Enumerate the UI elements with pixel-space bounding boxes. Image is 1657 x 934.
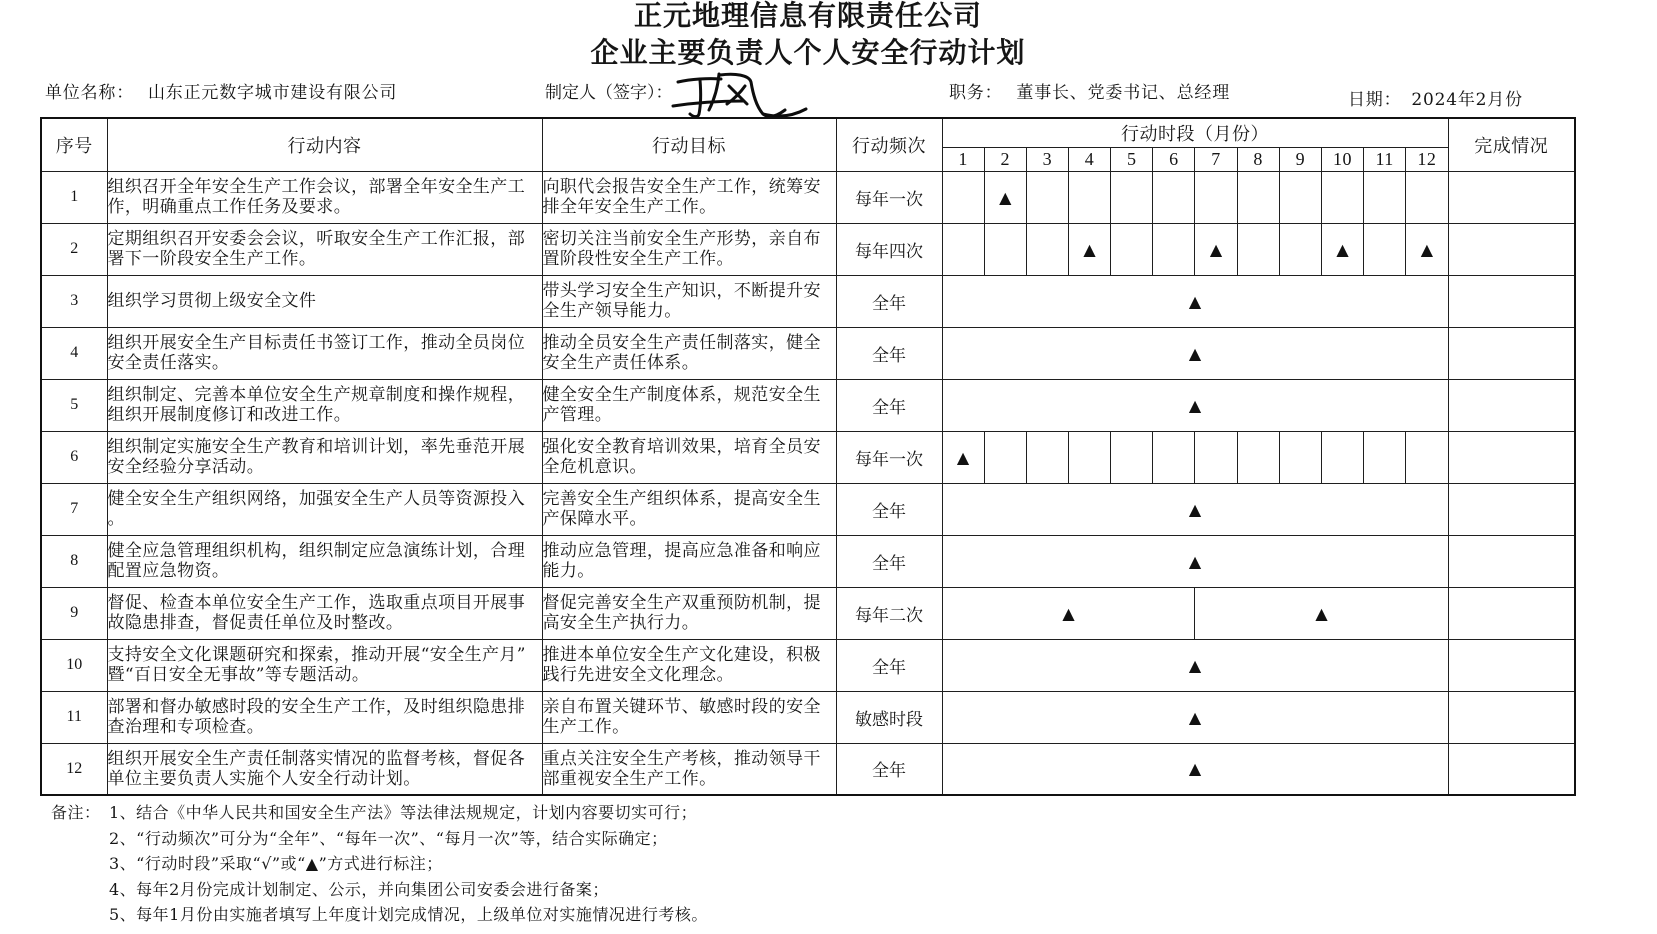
half-year-cell xyxy=(942,587,1195,639)
month-cell xyxy=(1364,431,1406,483)
position-info xyxy=(949,82,1230,104)
action-content: 组织召开全年安全生产工作会议，部署全年安全生产工作，明确重点工作任务及要求。 xyxy=(107,171,542,223)
header-month: 5 xyxy=(1111,147,1153,171)
action-content: 督促、检查本单位安全生产工作，选取重点项目开展事故隐患排查，督促责任单位及时整改。 xyxy=(107,587,542,639)
month-cell xyxy=(942,223,984,275)
month-cell xyxy=(1406,171,1448,223)
half-year-cell xyxy=(1195,587,1448,639)
header-completion-status: 完成情况 xyxy=(1448,118,1575,171)
table-row xyxy=(41,587,1575,639)
notes-label: 备注： xyxy=(51,803,101,822)
action-content: 组织制定、完善本单位安全生产规章制度和操作规程，组织开展制度修订和改进工作。 xyxy=(107,379,542,431)
month-cell xyxy=(1406,223,1448,275)
action-content: 健全应急管理组织机构，组织制定应急演练计划，合理配置应急物资。 xyxy=(107,535,542,587)
header-month: 6 xyxy=(1153,147,1195,171)
table-row xyxy=(41,483,1575,535)
header-month: 1 xyxy=(942,147,984,171)
merged-period-cell xyxy=(942,691,1448,743)
table-row xyxy=(41,171,1575,223)
completion-status-cell xyxy=(1448,171,1575,223)
completion-status-cell xyxy=(1448,535,1575,587)
month-cell xyxy=(942,431,984,483)
month-cell xyxy=(1153,171,1195,223)
month-cell xyxy=(1321,171,1363,223)
action-plan-table xyxy=(40,117,1576,796)
completion-status-cell xyxy=(1448,691,1575,743)
schedule-mark: ▲ xyxy=(1083,239,1096,259)
header-month: 4 xyxy=(1068,147,1110,171)
merged-period-cell xyxy=(942,743,1448,795)
month-cell xyxy=(1026,223,1068,275)
schedule-mark: ▲ xyxy=(1062,603,1075,623)
schedule-mark: ▲ xyxy=(1188,707,1202,727)
position-value: 董事长、党委书记、总经理 xyxy=(1016,83,1231,103)
month-cell xyxy=(1068,223,1110,275)
row-number: 4 xyxy=(41,327,107,379)
completion-status-cell xyxy=(1448,639,1575,691)
row-number: 6 xyxy=(41,431,107,483)
merged-period-cell xyxy=(942,535,1448,587)
action-frequency: 每年一次 xyxy=(836,431,942,483)
action-frequency: 每年二次 xyxy=(836,587,942,639)
merged-period-cell xyxy=(942,639,1448,691)
month-cell xyxy=(1237,171,1279,223)
month-cell xyxy=(1195,171,1237,223)
month-cell xyxy=(1237,223,1279,275)
action-goal: 督促完善安全生产双重预防机制，提高安全生产执行力。 xyxy=(542,587,836,639)
schedule-mark: ▲ xyxy=(1188,655,1202,675)
header-month: 7 xyxy=(1195,147,1237,171)
unit-info xyxy=(45,82,397,104)
schedule-mark: ▲ xyxy=(956,447,970,467)
month-cell xyxy=(1068,431,1110,483)
schedule-mark: ▲ xyxy=(1188,759,1202,779)
company-title: 正元地理信息有限责任公司 xyxy=(633,0,983,32)
schedule-mark: ▲ xyxy=(1188,291,1202,311)
action-content: 组织学习贯彻上级安全文件 xyxy=(107,275,542,327)
action-goal: 健全安全生产制度体系，规范安全生产管理。 xyxy=(542,379,836,431)
maker-label: 制定人（签字）： xyxy=(545,83,673,103)
completion-status-cell xyxy=(1448,379,1575,431)
action-goal: 带头学习安全生产知识，不断提升安全生产领导能力。 xyxy=(542,275,836,327)
month-cell xyxy=(1406,431,1448,483)
completion-status-cell xyxy=(1448,587,1575,639)
action-goal: 密切关注当前安全生产形势，亲自布置阶段性安全生产工作。 xyxy=(542,223,836,275)
row-number: 7 xyxy=(41,483,107,535)
action-content: 组织开展安全生产责任制落实情况的监督考核，督促各单位主要负责人实施个人安全行动计划。 xyxy=(107,743,542,795)
action-goal: 推进本单位安全生产文化建设，积极践行先进安全文化理念。 xyxy=(542,639,836,691)
action-content: 健全安全生产组织网络，加强安全生产人员等资源投入。 xyxy=(107,483,542,535)
row-number: 1 xyxy=(41,171,107,223)
note-item: 3、“行动时段”采取“√”或“▲”方式进行标注； xyxy=(109,854,443,873)
schedule-mark: ▲ xyxy=(1188,395,1202,415)
header-month: 9 xyxy=(1279,147,1321,171)
table-row xyxy=(41,223,1575,275)
schedule-mark: ▲ xyxy=(1315,603,1328,623)
month-cell xyxy=(984,223,1026,275)
month-cell xyxy=(1279,431,1321,483)
note-item: 4、每年2月份完成计划制定、公示，并向集团公司安委会进行备案； xyxy=(109,879,609,899)
schedule-mark: ▲ xyxy=(1209,239,1223,259)
action-content: 部署和督办敏感时段的安全生产工作，及时组织隐患排查治理和专项检查。 xyxy=(107,691,542,743)
schedule-mark: ▲ xyxy=(1188,343,1202,363)
month-cell xyxy=(942,171,984,223)
action-frequency: 全年 xyxy=(836,275,942,327)
row-number: 3 xyxy=(41,275,107,327)
completion-status-cell xyxy=(1448,743,1575,795)
header-number: 序号 xyxy=(41,118,107,171)
handwritten-signature xyxy=(663,64,813,124)
action-frequency: 敏感时段 xyxy=(836,691,942,743)
header-month: 8 xyxy=(1237,147,1279,171)
header-month: 11 xyxy=(1364,147,1406,171)
action-goal: 推动全员安全生产责任制落实，健全安全生产责任体系。 xyxy=(542,327,836,379)
position-label: 职务： xyxy=(949,83,1003,103)
date-label: 日期： xyxy=(1348,90,1402,110)
header-action-period: 行动时段（月份） xyxy=(942,118,1448,147)
row-number: 2 xyxy=(41,223,107,275)
merged-period-cell xyxy=(942,275,1448,327)
notes-list xyxy=(109,800,708,928)
month-cell xyxy=(1111,171,1153,223)
row-number: 12 xyxy=(41,743,107,795)
row-number: 9 xyxy=(41,587,107,639)
table-row xyxy=(41,379,1575,431)
plan-table-body xyxy=(41,171,1575,795)
action-goal: 重点关注安全生产考核，推动领导干部重视安全生产工作。 xyxy=(542,743,836,795)
merged-period-cell xyxy=(942,379,1448,431)
action-frequency: 全年 xyxy=(836,483,942,535)
row-number: 5 xyxy=(41,379,107,431)
month-cell xyxy=(1195,431,1237,483)
month-cell xyxy=(984,171,1026,223)
table-row xyxy=(41,431,1575,483)
table-row xyxy=(41,327,1575,379)
table-row xyxy=(41,639,1575,691)
completion-status-cell xyxy=(1448,431,1575,483)
month-cell xyxy=(1364,171,1406,223)
action-frequency: 全年 xyxy=(836,743,942,795)
header-month: 2 xyxy=(984,147,1026,171)
header-action-goal: 行动目标 xyxy=(542,118,836,171)
schedule-mark: ▲ xyxy=(1420,239,1434,259)
header-action-content: 行动内容 xyxy=(107,118,542,171)
row-number: 10 xyxy=(41,639,107,691)
month-cell xyxy=(1279,171,1321,223)
note-item: 1、结合《中华人民共和国安全生产法》等法律法规规定，计划内容要切实可行； xyxy=(109,803,698,822)
action-goal: 向职代会报告安全生产工作，统筹安排全年安全生产工作。 xyxy=(542,171,836,223)
action-goal: 推动应急管理，提高应急准备和响应能力。 xyxy=(542,535,836,587)
month-cell xyxy=(1026,431,1068,483)
completion-status-cell xyxy=(1448,327,1575,379)
action-content: 定期组织召开安委会会议，听取安全生产工作汇报，部署下一阶段安全生产工作。 xyxy=(107,223,542,275)
action-frequency: 全年 xyxy=(836,639,942,691)
month-cell xyxy=(1195,223,1237,275)
header-row xyxy=(41,118,1575,147)
header-month: 12 xyxy=(1406,147,1448,171)
completion-status-cell xyxy=(1448,275,1575,327)
header-action-frequency: 行动频次 xyxy=(836,118,942,171)
table-row xyxy=(41,743,1575,795)
action-frequency: 每年一次 xyxy=(836,171,942,223)
action-goal: 亲自布置关键环节、敏感时段的安全生产工作。 xyxy=(542,691,836,743)
table-row xyxy=(41,691,1575,743)
maker-info xyxy=(545,82,673,104)
date-value: 2024年2月份 xyxy=(1411,90,1523,110)
table-row xyxy=(41,275,1575,327)
month-cell xyxy=(1111,431,1153,483)
month-cell xyxy=(1068,171,1110,223)
note-item: 2、“行动频次”可分为“全年”、“每年一次”、“每月一次”等，结合实际确定； xyxy=(109,828,668,848)
month-cell xyxy=(1111,223,1153,275)
action-content: 支持安全文化课题研究和探索，推动开展“安全生产月”暨“百日安全无事故”等专题活动。 xyxy=(107,639,542,691)
schedule-mark: ▲ xyxy=(1336,239,1349,259)
header-month: 10 xyxy=(1321,147,1363,171)
month-cell xyxy=(1321,431,1363,483)
schedule-mark: ▲ xyxy=(1188,499,1202,519)
row-number: 11 xyxy=(41,691,107,743)
schedule-mark: ▲ xyxy=(999,187,1012,207)
completion-status-cell xyxy=(1448,483,1575,535)
action-frequency: 全年 xyxy=(836,535,942,587)
action-frequency: 全年 xyxy=(836,327,942,379)
action-goal: 完善安全生产组织体系，提高安全生产保障水平。 xyxy=(542,483,836,535)
month-cell xyxy=(1364,223,1406,275)
date-info xyxy=(1348,89,1523,111)
month-cell xyxy=(1026,171,1068,223)
action-content: 组织制定实施安全生产教育和培训计划，率先垂范开展安全经验分享活动。 xyxy=(107,431,542,483)
header-month: 3 xyxy=(1026,147,1068,171)
month-cell xyxy=(1321,223,1363,275)
table-row xyxy=(41,535,1575,587)
month-cell xyxy=(1237,431,1279,483)
action-content: 组织开展安全生产目标责任书签订工作，推动全员岗位安全责任落实。 xyxy=(107,327,542,379)
month-cell xyxy=(1153,223,1195,275)
action-frequency: 每年四次 xyxy=(836,223,942,275)
month-cell xyxy=(1279,223,1321,275)
merged-period-cell xyxy=(942,483,1448,535)
month-cell xyxy=(1153,431,1195,483)
unit-label: 单位名称： xyxy=(45,83,134,103)
row-number: 8 xyxy=(41,535,107,587)
merged-period-cell xyxy=(942,327,1448,379)
action-goal: 强化安全教育培训效果，培育全员安全危机意识。 xyxy=(542,431,836,483)
note-item: 5、每年1月份由实施者填写上年度计划完成情况，上级单位对实施情况进行考核。 xyxy=(109,905,708,924)
action-frequency: 全年 xyxy=(836,379,942,431)
month-cell xyxy=(984,431,1026,483)
unit-value: 山东正元数字城市建设有限公司 xyxy=(148,83,398,103)
schedule-mark: ▲ xyxy=(1188,551,1202,571)
completion-status-cell xyxy=(1448,223,1575,275)
plan-title: 企业主要负责人个人安全行动计划 xyxy=(590,36,1026,69)
